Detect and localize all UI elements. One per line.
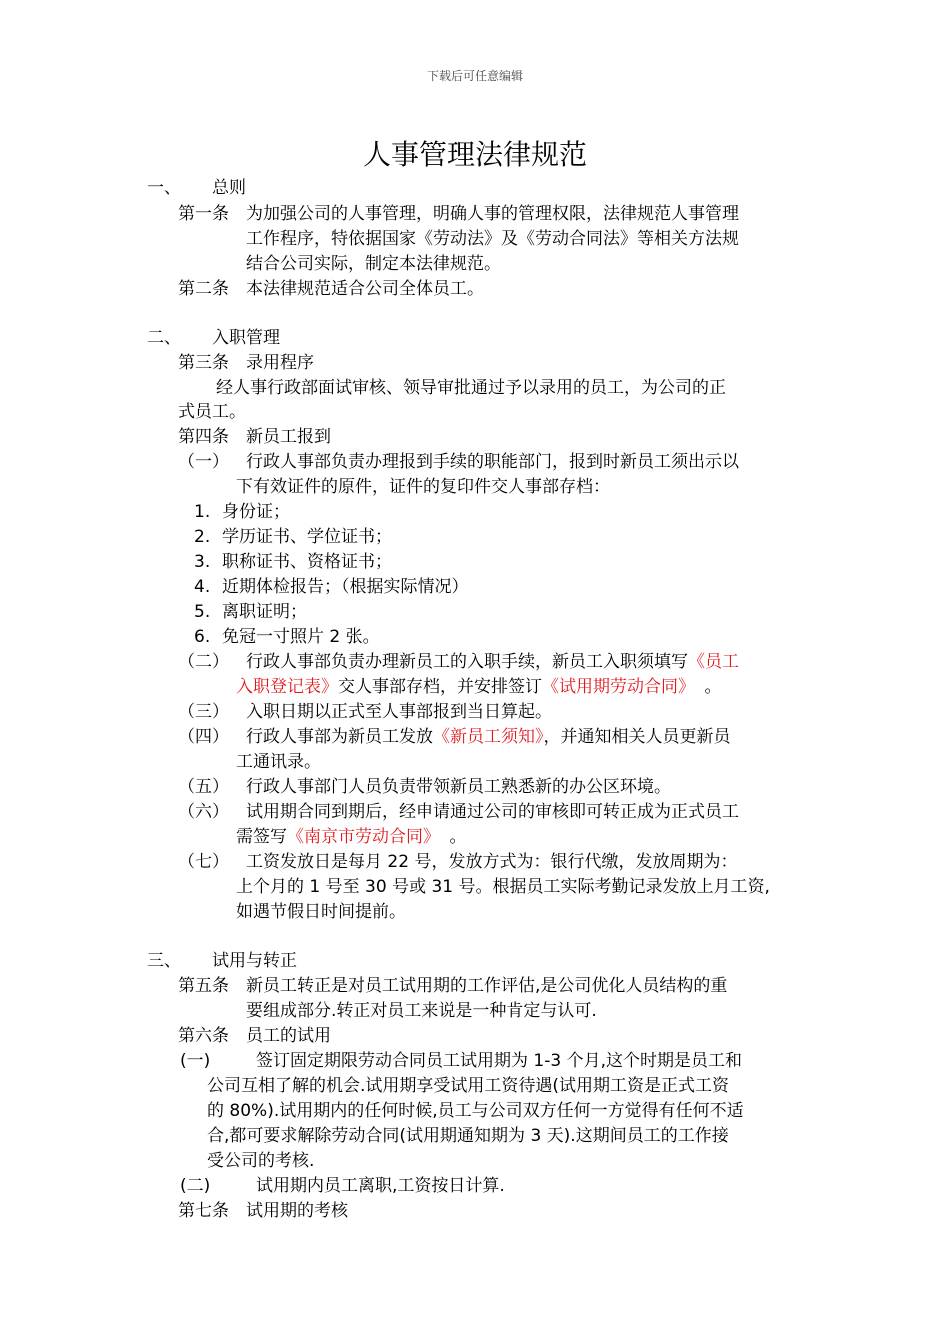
item-5-number: （五） [178,777,229,797]
doc-number: 6. [194,627,211,647]
section-2-number: 二、 [147,328,181,348]
article-3-line-1: 经人事行政部面试审核、领导审批通过予以录用的员工，为公司的正 [216,378,726,398]
doc-number: 1. [194,502,211,522]
item-3-number: （三） [178,702,229,722]
article-1-line-1: 为加强公司的人事管理，明确人事的管理权限，法律规范人事管理 [246,204,739,224]
item-5-line-1: 行政人事部门人员负责带领新员工熟悉新的办公区环境。 [246,777,671,797]
doc-number: 4. [194,577,211,597]
item-4-number: （四） [178,727,229,747]
doc-number: 3. [194,552,211,572]
article-5-line-1: 新员工转正是对员工试用期的工作评估,是公司优化人员结构的重 [246,976,728,996]
document-title: 人事管理法律规范 [362,138,587,171]
item-7-line-3: 如遇节假日时间提前。 [236,902,406,922]
article-5-line-2: 要组成部分.转正对员工来说是一种肯定与认可. [246,1001,597,1021]
trial-item-2-number: (二) [180,1176,211,1196]
doc-text: 身份证； [222,502,290,522]
item-3-line-1: 入职日期以正式至人事部报到当日算起。 [246,702,552,722]
article-5-label: 第五条 [178,976,229,996]
page-header: 下载后可任意编辑 [426,69,523,83]
item-2-line-2: 入职登记表》交人事部存档，并安排签订《试用期劳动合同》 。 [236,677,722,697]
article-3-line-2: 式员工。 [178,402,246,422]
trial-item-1-number: (一) [180,1051,211,1071]
doc-text: 离职证明； [222,602,307,622]
item-2-number: （二） [178,652,229,672]
doc-number: 2. [194,527,211,547]
item-7-number: （七） [178,852,229,872]
item-6-line-2: 需签写《南京市劳动合同》 。 [236,827,467,847]
item-2-line-1: 行政人事部负责办理新员工的入职手续，新员工入职须填写《员工 [246,652,739,672]
article-7-label: 第七条 [178,1201,229,1221]
form-name-highlight: 《员工 [688,652,739,672]
doc-number: 5. [194,602,211,622]
trial-item-1-line-2: 公司互相了解的机会.试用期享受试用工资待遇(试用期工资是正式工资 [207,1076,730,1096]
article-7-title: 试用期的考核 [246,1201,348,1221]
article-1-line-2: 工作程序，特依据国家《劳动法》及《劳动合同法》等相关方法规 [246,229,739,249]
article-3-title: 录用程序 [246,353,314,373]
doc-text: 学历证书、学位证书； [222,527,392,547]
article-3-label: 第三条 [178,353,229,373]
trial-item-1-line-1: 签订固定期限劳动合同员工试用期为 1-3 个月,这个时期是员工和 [256,1051,742,1071]
section-1-number: 一、 [147,178,181,198]
item-1-line-1: 行政人事部负责办理报到手续的职能部门，报到时新员工须出示以 [246,452,739,472]
article-2-line-1: 本法律规范适合公司全体员工。 [246,279,484,299]
notice-name-highlight: 《新员工须知》 [433,727,544,747]
item-4-line-2: 工通讯录。 [236,752,321,772]
item-1-line-2: 下有效证件的原件，证件的复印件交人事部存档： [236,477,610,497]
article-6-title: 员工的试用 [246,1026,331,1046]
trial-item-1-line-3: 的 80%).试用期内的任何时候,员工与公司双方任何一方觉得有任何不适 [207,1101,744,1121]
section-3-heading: 试用与转正 [212,951,297,971]
item-4-line-1: 行政人事部为新员工发放《新员工须知》，并通知相关人员更新员 [246,727,731,747]
item-7-line-1: 工资发放日是每月 22 号，发放方式为：银行代缴，发放周期为： [246,852,738,872]
trial-item-1-line-5: 受公司的考核. [207,1151,315,1171]
section-1-heading: 总则 [212,178,246,198]
article-1-label: 第一条 [178,204,229,224]
item-6-number: （六） [178,802,229,822]
section-3-number: 三、 [147,951,181,971]
contract-name-highlight: 《南京市劳动合同》 [287,827,432,847]
form-name-highlight: 入职登记表》 [236,677,338,697]
article-2-label: 第二条 [178,279,229,299]
doc-text: 职称证书、资格证书； [222,552,392,572]
article-4-label: 第四条 [178,427,229,447]
article-1-line-3: 结合公司实际，制定本法律规范。 [246,254,501,274]
trial-item-1-line-4: 合,都可要求解除劳动合同(试用期通知期为 3 天).这期间员工的工作接 [207,1126,729,1146]
doc-text: 免冠一寸照片 2 张。 [222,627,380,647]
trial-item-2-line-1: 试用期内员工离职,工资按日计算. [256,1176,505,1196]
item-6-line-1: 试用期合同到期后，经申请通过公司的审核即可转正成为正式员工 [246,802,739,822]
article-4-title: 新员工报到 [246,427,331,447]
doc-text: 近期体检报告；（根据实际情况） [222,577,469,597]
section-2-heading: 入职管理 [212,328,280,348]
article-6-label: 第六条 [178,1026,229,1046]
item-7-line-2: 上个月的 1 号至 30 号或 31 号。根据员工实际考勤记录发放上月工资, [236,877,770,897]
contract-name-highlight: 《试用期劳动合同》 [542,677,687,697]
item-1-number: （一） [178,452,229,472]
